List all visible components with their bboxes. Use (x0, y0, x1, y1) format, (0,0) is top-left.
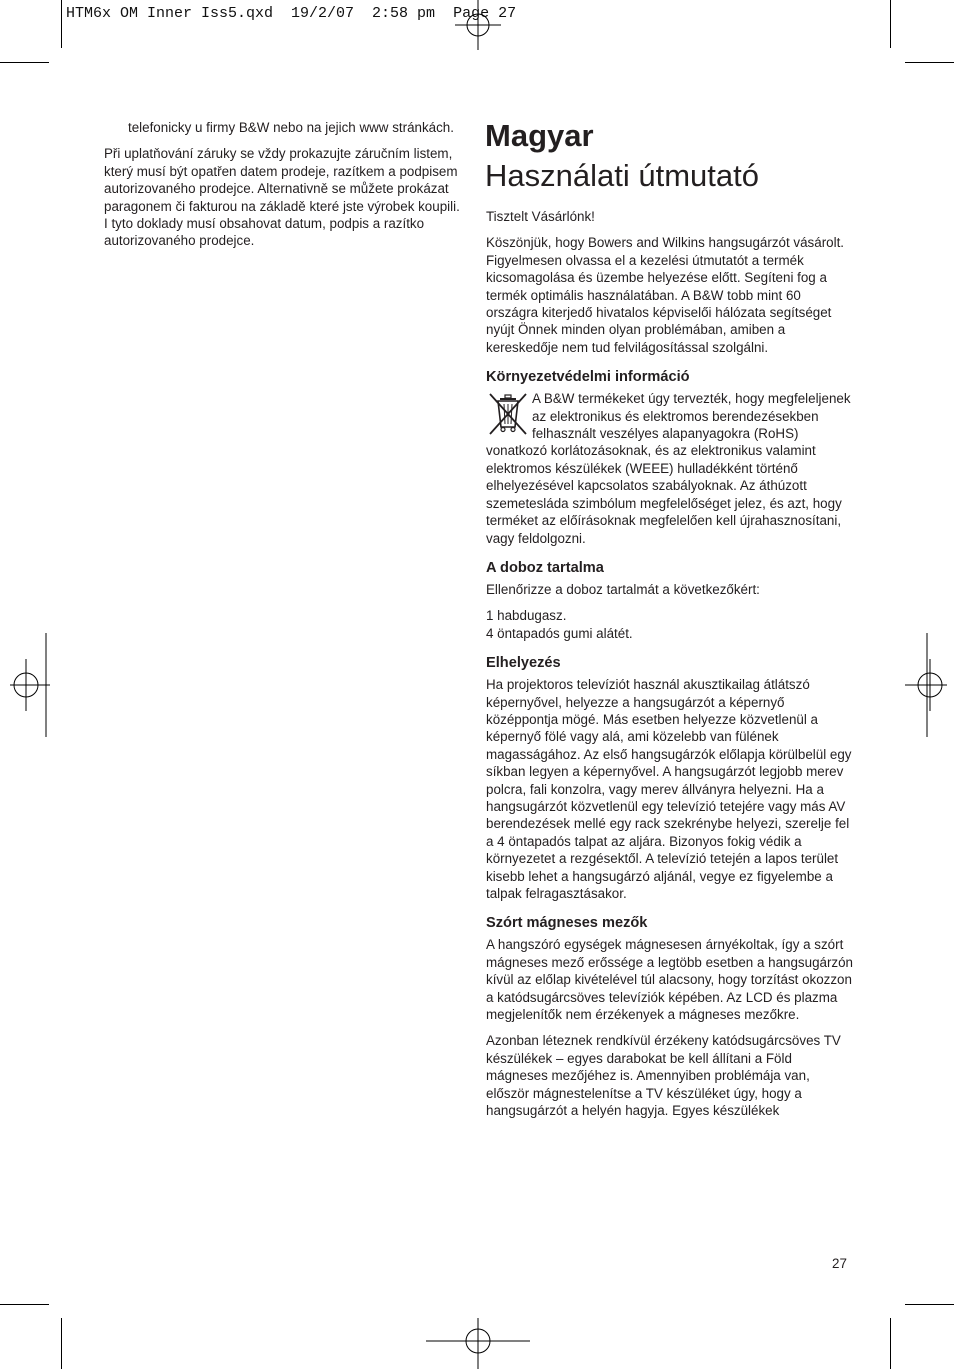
registration-mark-right (903, 633, 947, 737)
crop-mark-bottom-right-h (905, 1304, 954, 1305)
crop-mark-top-right-v (890, 0, 891, 48)
environment-paragraph (486, 390, 854, 547)
page-number: 27 (832, 1256, 847, 1271)
environment-text: A B&W termékeket úgy tervezték, hogy megfeleljenek az elektronikus és elektromos berendezésekben felhasznált veszélyes alapanyagokra (RoHS) vonatkozó korlátozásoknak, és az elektronikus valamint elektromos készülékek (WEEE) hulladékként történő elhelyezésével kapcsolatos szabályoknak. Az áthúzott szemetesláda szimbólum megfelelőséget jelez, és azt, hogy terméket az előírásoknak megfelelően kell újrahasznosítani, vagy feldolgozni. (486, 391, 851, 546)
placement-paragraph: Ha projektoros televíziót használ akusztikailag átlátszó képernyővel, helyezze a hangsugárzót a képernyő középpontja mögé. Más esetben helyezze közvetlenül a képernyő fölé vagy alá, ami közelebb van fülének magasságához. Az első hangsugárzók előlapja körülbelül egy síkban legyen a képernyővel. A hangsugárzót legjobb merev polcra, fali konzolra, vagy merev állványra helyezni. Ha a hangsugárzót közvetlenül egy televízió tetejére vagy más AV berendezések mellé egy rack szekrénybe helyezi, szerelje fel a 4 öntapadós talpat az aljára. Bizonyos fokig védik a környezetet a rezgésektől. A televízió tetején a lapos terület kisebb lehet a hangsugárzó aljánál, vegye ez figyelembe a talpak felragasztásakor. (486, 677, 852, 901)
environment-heading: Környezetvédelmi információ (486, 369, 690, 386)
intro-paragraph: Köszönjük, hogy Bowers and Wilkins hangsugárzót vásárolt. Figyelmesen olvassa el a kezelési útmutatót a termék kicsomagolása és üzembe helyezése előtt. Segíteni fog a termék optimális használatában. A B&W tobb mint 60 országra kiterjedő hivatalos képviselői hálózata segítséget nyújt Önnek minden olyan problémában, amiben a kereskedője nem tud felvilágosítással szolgálni. (486, 235, 845, 355)
magnetic-fields-paragraph-1: A hangszóró egységek mágnesesen árnyékoltak, így a szórt mágneses mező erőssége a legtöbb esetben a hangsugárzón kívül az előlap kivételével túl alacsony, hogy torzítást okozzon a katódsugárcsöves televíziók képében. Az LCD és plazma megjelenítők nem érzékenyek a mágneses mezőkre. (486, 937, 854, 1023)
crop-mark-bottom-right-v (890, 1318, 891, 1369)
registration-mark-left (10, 633, 52, 737)
crossed-bin-icon (486, 391, 530, 437)
left-paragraph-2: Při uplatňování záruky se vždy prokazujte záručním listem, který musí být opatřen datem prodeje, razítkem a podpisem autorizovaného prodejce. Alternativně se můžete prokázat paragonem či fakturou na základě které jste výrobek koupili. I tyto doklady musí obsahovat datum, podpis a razítko autorizovaného prodejce. (104, 146, 460, 249)
registration-mark-top (455, 0, 501, 50)
box-item-foam-plug: 1 habdugasz. (486, 608, 567, 624)
greeting: Tisztelt Vásárlónk! (486, 209, 595, 224)
crop-mark-top-right-h (905, 62, 954, 63)
box-contents-heading: A doboz tartalma (486, 559, 604, 576)
right-column (486, 208, 854, 1128)
crop-mark-bottom-left-h (0, 1304, 49, 1305)
registration-mark-bottom (426, 1318, 530, 1369)
placement-heading: Elhelyezés (486, 655, 561, 672)
box-contents-list (486, 607, 854, 642)
page-title: Magyar (485, 118, 594, 153)
crop-mark-top-left-h (0, 62, 49, 63)
magnetic-fields-heading: Szórt mágneses mezők (486, 915, 648, 932)
page-subtitle: Használati útmutató (485, 158, 759, 193)
crop-mark-top-left-v (61, 0, 62, 48)
left-paragraph-1: telefonicky u firmy B&W nebo na jejich www stránkách. (128, 120, 454, 135)
magnetic-fields-paragraph-2: Azonban léteznek rendkívül érzékeny katódsugárcsöves TV készülékek – egyes darabokat be kell állítani a Föld mágneses mezőjéhez is. Amennyiben problémája van, először mágnestelenítse a TV készüléket úgy, hogy a hangsugárzót a helyén hagyja. Egyes készülékek (486, 1033, 841, 1119)
left-column (104, 119, 466, 259)
file-slug: HTM6x OM Inner Iss5.qxd 19/2/07 2:58 pm Page 27 (66, 5, 517, 22)
box-contents-intro: Ellenőrizze a doboz tartalmát a következőkért: (486, 581, 760, 597)
crop-mark-bottom-left-v (61, 1318, 62, 1369)
box-item-rubber-feet: 4 öntapadós gumi alátét. (486, 625, 633, 641)
